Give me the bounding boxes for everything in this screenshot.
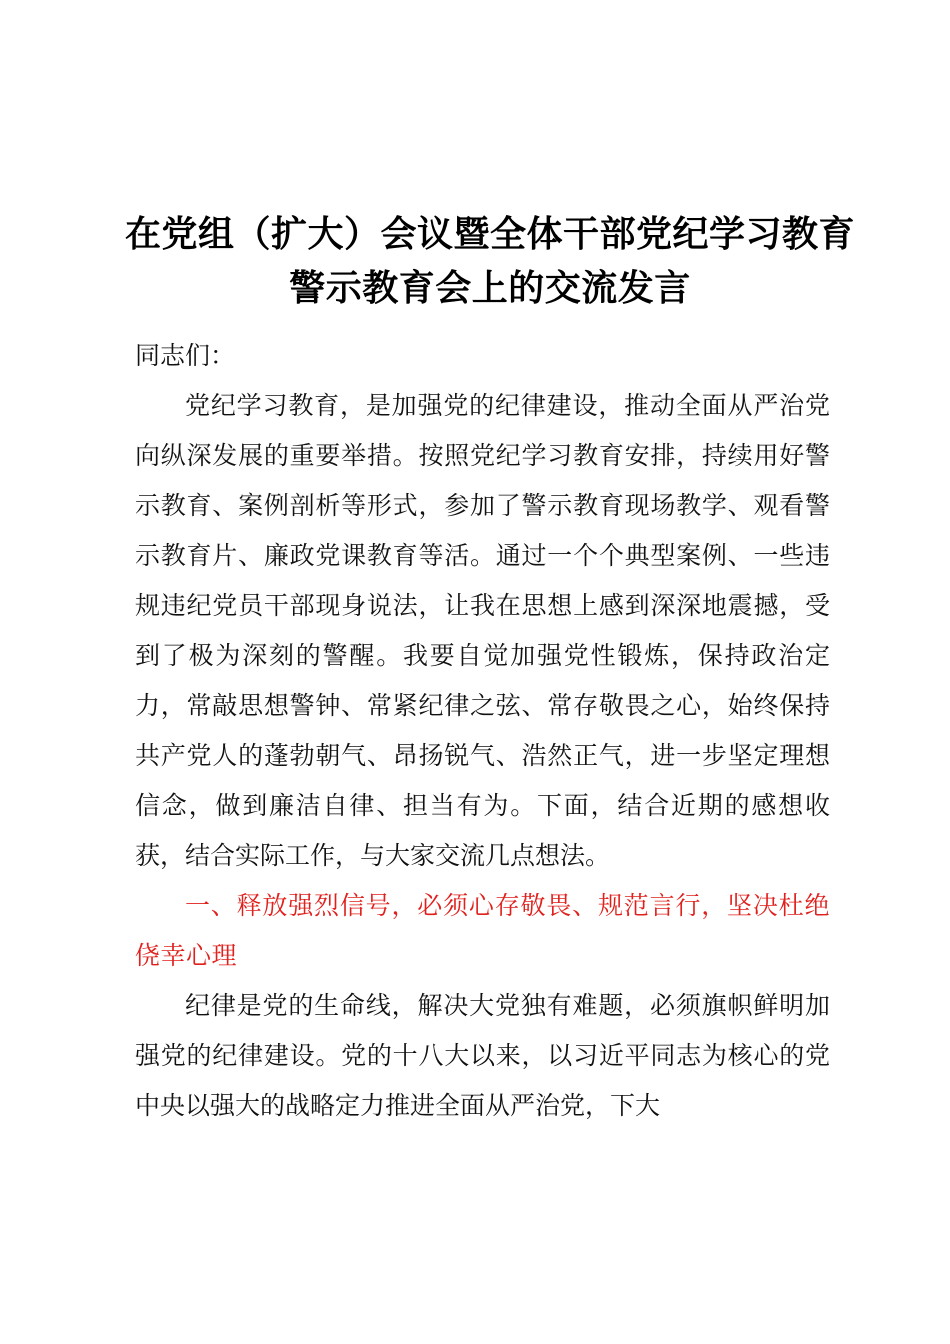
section-heading: 一、释放强烈信号，必须心存敬畏、规范言行，坚决杜绝侥幸心理	[135, 891, 830, 970]
intro-paragraph: 党纪学习教育，是加强党的纪律建设，推动全面从严治党向纵深发展的重要举措。按照党纪学习教育安排，持续用好警示教育、案例剖析等形式，参加了警示教育现场教学、观看警示教育片、廉政党课教育等活。通过一个个典型案例、一些违规违纪党员干部现身说法，让我在思想上感到深深地震撼，受到了极为深刻的警醒。我要自觉加强党性锻炼，保持政治定力，常敲思想警钟、常紧纪律之弦、常存敬畏之心，始终保持共产党人的蓬勃朝气、昂扬锐气、浩然正气，进一步坚定理想信念，做到廉洁自律、担当有为。下面，结合近期的感想收获，结合实际工作，与大家交流几点想法。	[135, 391, 830, 870]
document-body	[135, 331, 830, 1131]
section-paragraph: 纪律是党的生命线，解决大党独有难题，必须旗帜鲜明加强党的纪律建设。党的十八大以来，以习近平同志为核心的党中央以强大的战略定力推进全面从严治党，下大	[135, 991, 830, 1120]
document-title: 在党组（扩大）会议暨全体干部党纪学习教育警示教育会上的交流发言	[124, 214, 855, 309]
salutation: 同志们：	[135, 341, 236, 370]
